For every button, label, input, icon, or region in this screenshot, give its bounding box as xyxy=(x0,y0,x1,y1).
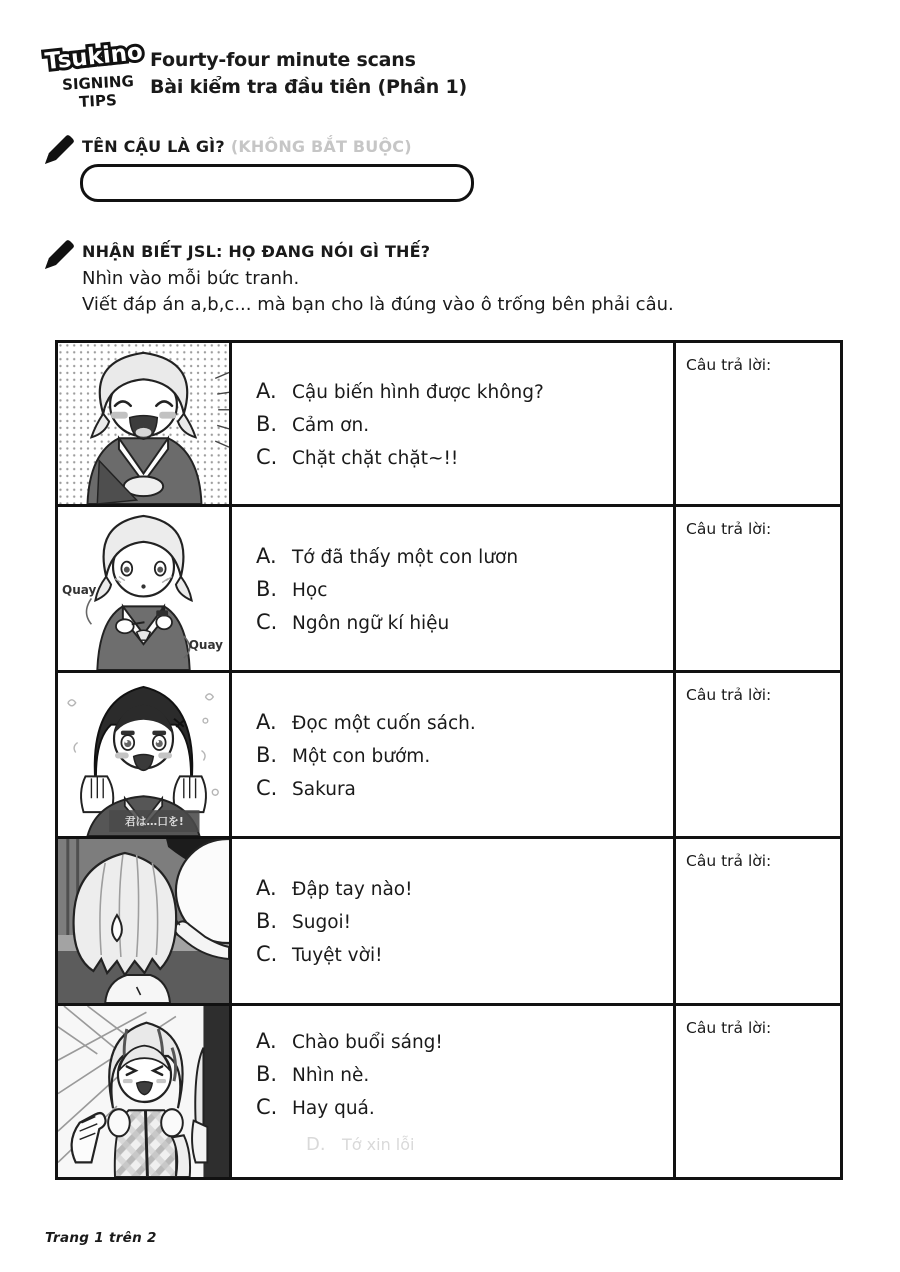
question-2-panel-image xyxy=(58,507,232,673)
panel-caption-japanese: 君は…口を! xyxy=(124,815,184,829)
optional-hint: (KHÔNG BẮT BUỘC) xyxy=(230,137,412,156)
manga-panel-back-of-head-highfive-icon xyxy=(58,839,229,1003)
option-a: A. Tớ đã thấy một con lươn xyxy=(256,543,519,568)
manga-panel-plaid-girl-waving-icon xyxy=(58,1006,229,1177)
quiz-table xyxy=(55,340,843,1180)
manga-panel-laughing-girl-icon xyxy=(58,343,229,504)
option-d-faint: D. Tớ xin lỗi xyxy=(306,1133,415,1155)
manga-panel-dark-hair-girl-palms-icon xyxy=(58,673,229,836)
question-3-options xyxy=(232,673,676,839)
logo-text-signing: SIGNING xyxy=(61,72,135,94)
quay-label-left: Quay xyxy=(62,583,97,597)
question-4-options xyxy=(232,839,676,1006)
tsukino-signing-tips-logo xyxy=(40,38,148,114)
name-question-label: TÊN CẬU LÀ GÌ? xyxy=(82,137,225,156)
option-a: A. Cậu biến hình được không? xyxy=(256,378,544,403)
quay-label-right: Quay xyxy=(188,638,223,652)
option-c: C. Tuyệt vời! xyxy=(256,942,383,966)
option-c: C. Hay quá. xyxy=(256,1094,375,1119)
pencil-icon xyxy=(42,238,76,272)
name-input[interactable] xyxy=(80,164,474,202)
answer-label: Câu trả lời: xyxy=(686,852,772,870)
option-c: C. Sakura xyxy=(256,775,356,800)
option-c: C. Chặt chặt chặt~!! xyxy=(256,444,459,469)
option-b: B. Sugoi! xyxy=(256,909,352,933)
name-question-row xyxy=(82,137,412,156)
question-4-answer-box[interactable] xyxy=(676,839,840,1006)
answer-label: Câu trả lời: xyxy=(686,1019,772,1037)
option-a: A. Đọc một cuốn sách. xyxy=(256,709,476,734)
question-1-answer-box[interactable] xyxy=(676,343,840,507)
title-line-1: Fourty-four minute scans xyxy=(150,49,416,71)
logo-text-tsukino: Tsukino xyxy=(43,38,145,76)
question-1-options xyxy=(232,343,676,507)
question-4-panel-image xyxy=(58,839,232,1006)
question-2-answer-box[interactable] xyxy=(676,507,840,673)
question-3-answer-box[interactable] xyxy=(676,673,840,839)
option-b: B. Nhìn nè. xyxy=(256,1061,370,1086)
title-line-2: Bài kiểm tra đầu tiên (Phần 1) xyxy=(150,76,467,98)
pencil-icon xyxy=(42,133,76,167)
option-b: B. Một con bướm. xyxy=(256,742,431,767)
answer-label: Câu trả lời: xyxy=(686,520,772,538)
question-5-panel-image xyxy=(58,1006,232,1177)
option-b: B. Cảm ơn. xyxy=(256,411,370,436)
question-5-options xyxy=(232,1006,676,1177)
instruction-line-2: Viết đáp án a,b,c... mà bạn cho là đúng vào ô trống bên phải câu. xyxy=(82,294,674,315)
answer-label: Câu trả lời: xyxy=(686,356,772,374)
question-2-options xyxy=(232,507,676,673)
quiz-section-heading: NHẬN BIẾT JSL: HỌ ĐANG NÓI GÌ THẾ? xyxy=(82,242,431,261)
page-number: Trang 1 trên 2 xyxy=(45,1230,157,1246)
instruction-line-1: Nhìn vào mỗi bức tranh. xyxy=(82,268,300,289)
option-a: A. Đập tay nào! xyxy=(256,876,413,900)
question-3-panel-image xyxy=(58,673,232,839)
option-c: C. Ngôn ngữ kí hiệu xyxy=(256,609,450,634)
option-a: A. Chào buổi sáng! xyxy=(256,1028,443,1053)
page-title xyxy=(150,47,467,101)
question-1-panel-image xyxy=(58,343,232,507)
answer-label: Câu trả lời: xyxy=(686,686,772,704)
question-5-answer-box[interactable] xyxy=(676,1006,840,1177)
logo-text-tips: TIPS xyxy=(78,91,118,111)
option-b: B. Học xyxy=(256,576,328,601)
